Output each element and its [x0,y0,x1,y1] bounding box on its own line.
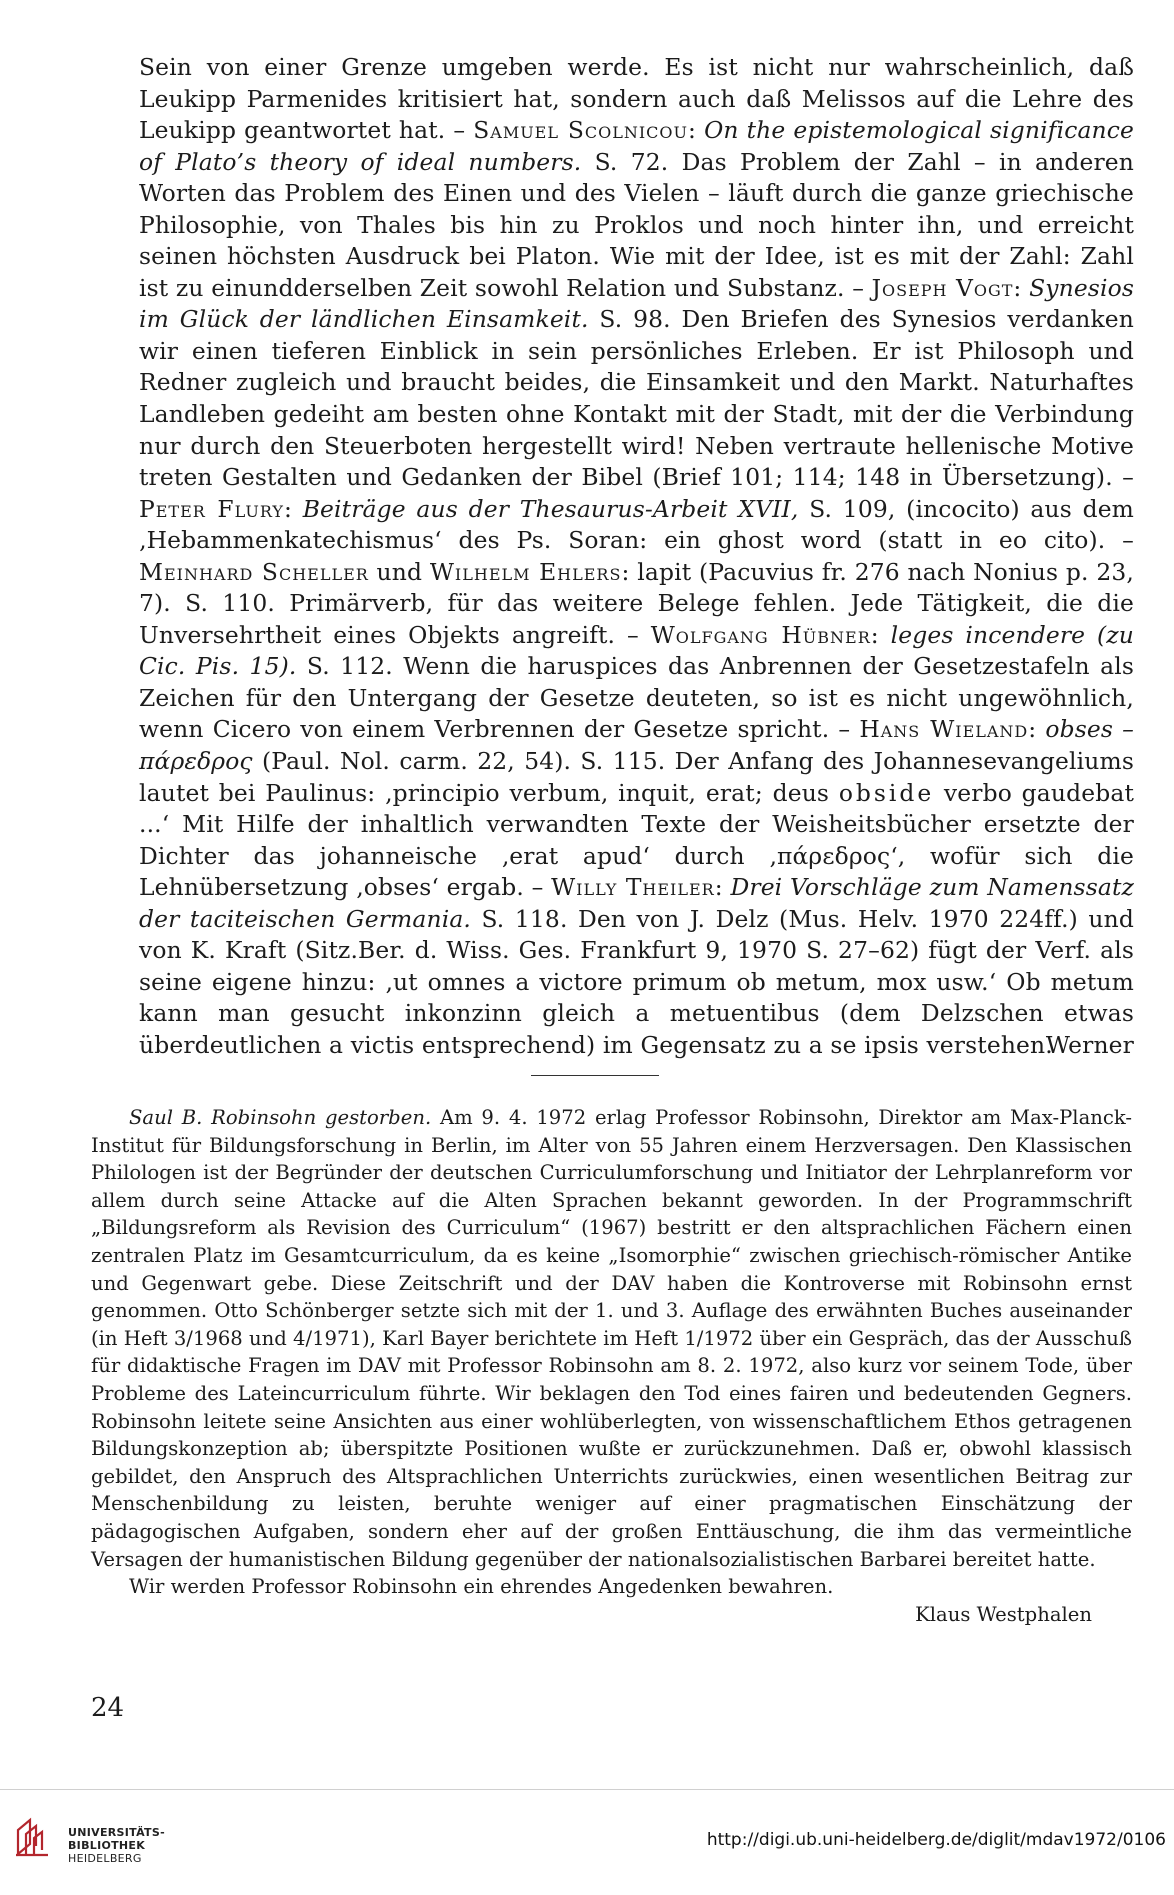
author-name: Meinhard Scheller [139,557,369,586]
author-name: Hans Wieland [859,715,1029,744]
author-name: Joseph Vogt [871,273,1014,302]
source-url: http://digi.ub.uni-heidelberg.de/diglit/mdav1972/0106 [706,1830,1166,1850]
library-line: UNIVERSITÄTS- [68,1826,165,1839]
library-line: BIBLIOTHEK [68,1839,146,1852]
review-text: (Paul. Nol. carm. 22, 54). S. 115. Der Anfang des Johannesevangeliums lautet bei Paulinus: ‚principio verbum, inquit, erat; deus [139,747,1134,807]
review-signature: Werner [1045,1030,1134,1059]
article-title: obses – πάρεδρος [139,715,1135,776]
author-name: Willy Theiler [551,873,715,902]
library-name [68,1826,165,1865]
spaced-word: obside [838,778,935,807]
obituary-heading: Saul B. Robinsohn gestorben. [129,1106,432,1129]
conjunction: und [368,557,430,586]
author-name: Wilhelm Ehlers [429,557,622,586]
page-number: 24 [91,1693,125,1723]
review-text-block: Sein von einer Grenze umgeben werde. Es ist nicht nur wahrscheinlich, daß Leukipp Parmenides kritisiert hat, sondern auch daß Melissos auf die Lehre des Leukipp geantwortet hat. – Samuel Scolnicou: On the epistemological significance of Plato’s theory of ideal numbers. S. 72. Das Problem der Zahl – in anderen Worten das Problem des Einen und des Vielen – läuft durch die ganze griechische Philosophie, von Thales bis hin zu Proklos und noch hinter ihn, und erreicht seinen höchsten Ausdruck bei Platon. Wie mit der Idee, ist es mit der Zahl: Zahl ist zu einundderselben Zeit sowohl Relation und Substanz. – Joseph Vogt: Synesios im Glück der ländlichen Einsamkeit. S. 98. Den Briefen des Synesios verdanken wir einen tieferen Einblick in sein persönliches Erleben. Er ist Philosoph und Redner zugleich und braucht beides, die Einsamkeit und den Markt. Naturhaftes Landleben gedeiht am besten ohne Kontakt mit der Stadt, mit der die Verbindung nur durch den Steuerboten hergestellt wird! Neben vertraute hellenische Motive treten Gestalten und Gedanken der Bibel (Brief 101; 114; 148 in Übersetzung). – Peter Flury: Beiträge aus der Thesaurus-Arbeit XVII, S. 109, (incocito) aus dem ‚Hebammenkatechismus‘ des Ps. Soran: ein ghost word (statt in eo cito). – Meinhard Scheller und Wilhelm Ehlers: lapit (Pacuvius fr. 276 nach Nonius p. 23, 7). S. 110. Primärverb, für das weitere Belege fehlen. Jede Tätigkeit, die die Unversehrtheit eines Objekts angreift. – Wolfgang Hübner: leges incendere (zu Cic. Pis. 15). S. 112. Wenn die haruspices das Anbrennen der Gesetzestafeln als Zeichen für den Untergang der Gesetze deuteten, so ist es nicht ungewöhnlich, wenn Cicero von einem Verbrennen der Gesetze spricht. – Hans Wieland: obses – πάρεδρος (Paul. Nol. carm. 22, 54). S. 115. Der Anfang des Johannesevangeliums lautet bei Paulinus: ‚principio verbum, inquit, erat; deus obside verbo gaudebat ...‘ Mit Hilfe der inhaltlich verwandten Texte der Weisheitsbücher ersetzte der Dichter das johanneische ‚erat apud‘ durch ‚πάρεδρος‘, wofür sich die Lehnübersetzung ‚obses‘ ergab. – Willy Theiler: Drei Vorschläge zum Namenssatz der taciteischen Germania. S. 118. Den von J. Delz (Mus. Helv. 1970 224ff.) und von K. Kraft (Sitz.Ber. d. Wiss. Ges. Frankfurt 9, 1970 S. 27–62) fügt der Verf. als seine eigene hinzu: ‚ut omnes a victore primum ob metum, mox usw.‘ Ob metum kann man gesucht inkonzinn gleich a metuentibus (dem Delzschen etwas überdeutlichen a victis entsprechend) im Gegensatz zu a se ipsis verstehen. Werner [139,52,1134,1062]
review-text: S. 72. Das Problem der Zahl – in anderen Worten das Problem des Einen und des Vielen – läuft durch die ganze griechische Philosophie, von Thales bis hin zu Proklos und noch hinter ihn, und erreicht seinen höchsten Ausdruck bei Platon. Wie mit der Idee, ist es mit der Zahl: Zahl ist zu einundderselben Zeit sowohl Relation und Substanz. – [139,147,1134,302]
review-text: S. 112. Wenn die haruspices das Anbrennen der Gesetzestafeln als Zeichen für den Untergang der Gesetze deuteten, so ist es nicht ungewöhnlich, wenn Cicero von einem Verbrennen der Gesetze spricht. – [139,652,1134,744]
review-text: S. 98. Den Briefen des Synesios verdanken wir einen tieferen Einblick in sein persönliches Erleben. Er ist Philosoph und Redner zugleich und braucht beides, die Einsamkeit und den Markt. Naturhaftes Landleben gedeiht am besten ohne Kontakt mit der Stadt, mit der die Verbindung nur durch den Steuerboten hergestellt wird! Neben vertraute hellenische Motive treten Gestalten und Gedanken der Bibel (Brief 101; 114; 148 in Übersetzung). – [139,305,1135,492]
article-title: Synesios im Glück der ländlichen Einsamkeit. [139,273,1134,334]
review-text: S. 109, (incocito) aus dem ‚Hebammenkatechismus‘ des Ps. Soran: ein ghost word (statt in eo cito). – [139,494,1135,555]
review-text: Sein von einer Grenze umgeben werde. Es ist nicht nur wahrscheinlich, daß Leukipp Parmenides kritisiert hat, sondern auch daß Melissos auf die Lehre des Leukipp geantwortet hat. – [139,53,1134,145]
author-name: Samuel Scolnicou [473,116,689,145]
library-line: HEIDELBERG [68,1852,142,1865]
obituary-signature: Klaus Westphalen [915,1602,1092,1626]
obituary-body: Am 9. 4. 1972 erlag Professor Robinsohn, Direktor am Max-Planck-Institut für Bildungsforschung in Berlin, im Alter von 55 Jahren einem Herzversagen. Den Klassischen Philologen ist der Begründer der deutschen Curriculumforschung und Initiator der Lehrplanreform vor allem durch seine Attacke auf die Alten Sprachen bekannt geworden. In der Programmschrift „Bildungsreform als Revision des Curriculum“ (1967) bestritt er den altsprachlichen Fächern einen zentralen Platz im Gesamtcurriculum, da es keine „Isomorphie“ zwischen griechisch-römischer Antike und Gegenwart gebe. Diese Zeitschrift und der DAV haben die Kontroverse mit Robinsohn ernst genommen. Otto Schönberger setzte sich mit der 1. und 3. Auflage des erwähnten Buches auseinander (in Heft 3/1968 und 4/1971), Karl Bayer berichtete im Heft 1/1972 über ein Gespräch, das der Ausschuß für didaktische Fragen im DAV mit Professor Robinsohn am 8. 2. 1972, also kurz vor seinem Tode, über Probleme des Lateincurriculum führte. Wir beklagen den Tod eines fairen und bedeutenden Gegners. Robinsohn leitete seine Ansichten aus einer wohlüberlegten, von wissenschaftlichem Ethos getragenen Bildungskonzeption ab; überspitzte Positionen wußte er zurückzunehmen. Daß er, obwohl klassisch gebildet, den Anspruch des Altsprachlichen Unterrichts zurückwies, einen wesentlichen Beitrag zur Menschenbildung zu leisten, beruhte weniger auf einer pragmatischen Einschätzung der pädagogischen Aufgaben, sondern eher auf der großen Enttäuschung, die ihm das vermeintliche Versagen der humanistischen Bildung gegenüber der nationalsozialistischen Barbarei bereitet hatte. [91,1106,1132,1571]
article-title: Drei Vorschläge zum Namenssatz der taciteischen Germania. [139,873,1134,933]
obituary-paragraph [91,1104,1132,1573]
review-text: lapit (Pacuvius fr. 276 nach Nonius p. 23, 7). S. 110. Primärverb, für das weitere Belege fehlen. Jede Tätigkeit, die die Unversehrtheit eines Objekts angreift. – [139,557,1134,649]
section-divider [531,1075,659,1076]
review-text: verbo gaudebat ...‘ Mit Hilfe der inhaltlich verwandten Texte der Weisheitsbücher ersetzte der Dichter das johanneische ‚erat apud‘ durch ‚πάρεδρος‘, wofür sich die Lehnübersetzung ‚obses‘ ergab. – [139,778,1135,902]
article-title: On the epistemological significance of Plato’s theory of ideal numbers. [139,116,1134,176]
article-title: leges incendere (zu Cic. Pis. 15). [139,620,1134,681]
author-name: Wolfgang Hübner [650,620,871,649]
review-text: S. 118. Den von J. Delz (Mus. Helv. 1970 224ff.) und von K. Kraft (Sitz.Ber. d. Wiss. Ges. Frankfurt 9, 1970 S. 27–62) fügt der Verf. als seine eigene hinzu: ‚ut omnes a victore primum ob metum, mox usw.‘ Ob metum kann man gesucht inkonzinn gleich a metuentibus (dem Delzschen etwas überdeutlichen a victis entsprechend) im Gegensatz zu a se ipsis verstehen. [139,904,1134,1059]
author-name: Peter Flury [139,494,284,523]
obituary-block [91,1104,1132,1628]
footer-divider [0,1789,1174,1790]
article-title: Beiträge aus der Thesaurus-Arbeit XVII, [302,494,799,523]
obituary-closing: Wir werden Professor Robinsohn ein ehrendes Angedenken bewahren. [129,1575,834,1599]
ub-heidelberg-logo-icon [14,1816,60,1858]
